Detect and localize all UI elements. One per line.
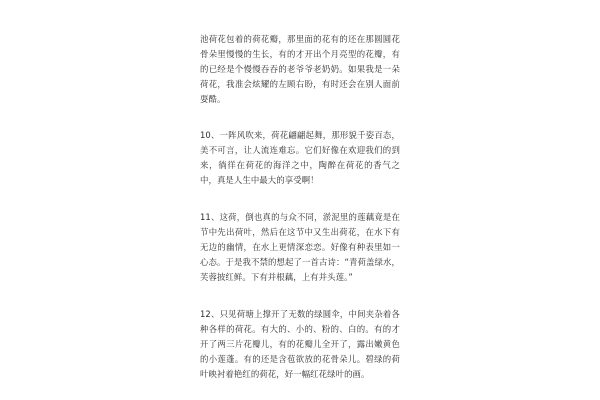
paragraph-10: 10、一阵风吹来，荷花翩翩起舞，那形貌千姿百态，美不可言，让人流连难忘。它们好像在欢迎我们的到来，徜徉在荷花的海洋之中，陶醉在荷花的香气之中，真是人生中最大的享受啊！: [200, 130, 400, 185]
paragraph-12: 12、只见荷塘上撑开了无数的绿圆伞，中间夹杂着各种各样的荷花。有大的、小的、粉的、白的。有的才开了两三片花瓣儿，有的花瓣儿全开了，露出嫩黄色的小莲蓬。有的还是含苞欲放的花骨朵儿。碧绿的荷叶映衬着艳红的荷花，好一幅红花绿叶的画。: [200, 309, 400, 379]
paragraph-9-continued: 池荷花包着的荷花瓣，那里面的花有的还在那圆圆花骨朵里慢慢的生长，有的才开出个月亮型的花瓣，有的已经是个慢慢吞吞的老爷爷老奶奶。如果我是一朵荷花，我准会炫耀的左顾右盼，有时还会在别人面前耍酷。: [200, 34, 400, 104]
article-body: [200, 32, 400, 400]
paragraph-11: 11、这荷，倒也真的与众不同，淤泥里的莲藕竟是在节中先出荷叶，然后在这节中又生出荷花，在水下有无边的幽情，在水上更情深恋恋。好像有种表里如一心态。于是我不禁的想起了一首古诗：“青荷盖绿水，芙蓉披红鲜。下有并根藕，上有并头莲。”: [200, 212, 400, 282]
